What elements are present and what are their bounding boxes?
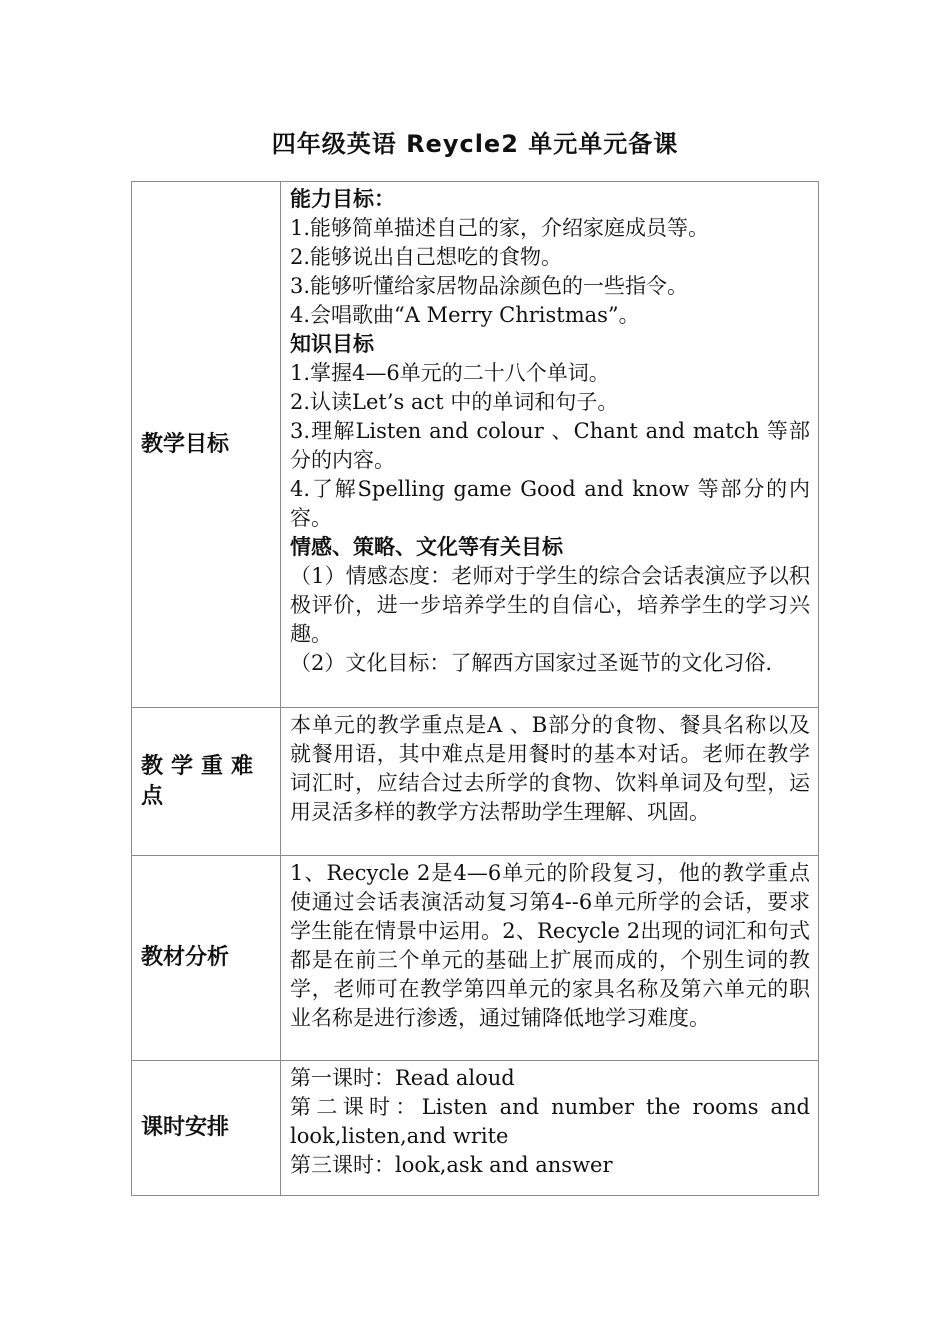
goal-line: 3.能够听懂给家居物品涂颜色的一些指令。 (290, 274, 689, 298)
document-title: 四年级英语 Reycle2 单元单元备课 (271, 130, 679, 158)
key-difficult-points-content: 本单元的教学重点是A 、B部分的食物、餐具名称以及就餐用语，其中难点是用餐时的基本对话。老师在教学词汇时，应结合过去所学的食物、饮料单词及句型，运用灵活多样的教学方法帮助学生理解、巩固。 (281, 708, 819, 856)
goal-line: 2.认读Let’s act 中的单词和句子。 (290, 390, 619, 414)
goal-line: 4.了解Spelling game Good and know 等部分的内容。 (290, 477, 810, 530)
schedule-line: 第三课时：look,ask and answer (290, 1153, 613, 1177)
goal-line: 1.掌握4—6单元的二十八个单词。 (290, 361, 610, 385)
row-label-lesson-schedule: 课时安排 (132, 1061, 281, 1196)
lesson-schedule-content (281, 1061, 819, 1196)
goal-line: 3.理解Listen and colour 、Chant and match 等部分的内容。 (290, 419, 810, 472)
goal-line: 2.能够说出自己想吃的食物。 (290, 245, 563, 269)
schedule-line: 第一课时：Read aloud (290, 1066, 515, 1090)
schedule-line: 第二课时：Listen and number the rooms and look,listen,and write (290, 1095, 810, 1148)
table-row (132, 708, 819, 856)
goal-line: 4.会唱歌曲“A Merry Christmas”。 (290, 303, 640, 327)
row-label-key-difficult-points: 教学重难点 (132, 708, 281, 856)
section-heading: 知识目标 (290, 332, 374, 356)
table-row (132, 856, 819, 1061)
material-analysis-content: 1、Recycle 2是4—6单元的阶段复习，他的教学重点使通过会话表演活动复习第4--6单元所学的会话，要求学生能在情景中运用。2、Recycle 2出现的词汇和句式都是在前三个单元的基础上扩展而成的，个别生词的教学，老师可在教学第四单元的家具名称及第六单元的职业名称是进行渗透，通过铺降低地学习难度。 (281, 856, 819, 1061)
goal-line: （1）情感态度：老师对于学生的综合会话表演应予以积极评价，进一步培养学生的自信心，培养学生的学习兴趣。 (290, 564, 810, 646)
row-label-teaching-goals: 教学目标 (132, 182, 281, 708)
lesson-plan-table (131, 181, 819, 1196)
teaching-goals-content (281, 182, 819, 708)
row-label-material-analysis: 教材分析 (132, 856, 281, 1061)
section-heading: 情感、策略、文化等有关目标 (290, 535, 563, 559)
table-row (132, 1061, 819, 1196)
section-heading: 能力目标： (290, 187, 395, 211)
goal-line: 1.能够简单描述自己的家，介绍家庭成员等。 (290, 216, 710, 240)
goal-line: （2）文化目标：了解西方国家过圣诞节的文化习俗. (290, 651, 773, 675)
table-row (132, 182, 819, 708)
